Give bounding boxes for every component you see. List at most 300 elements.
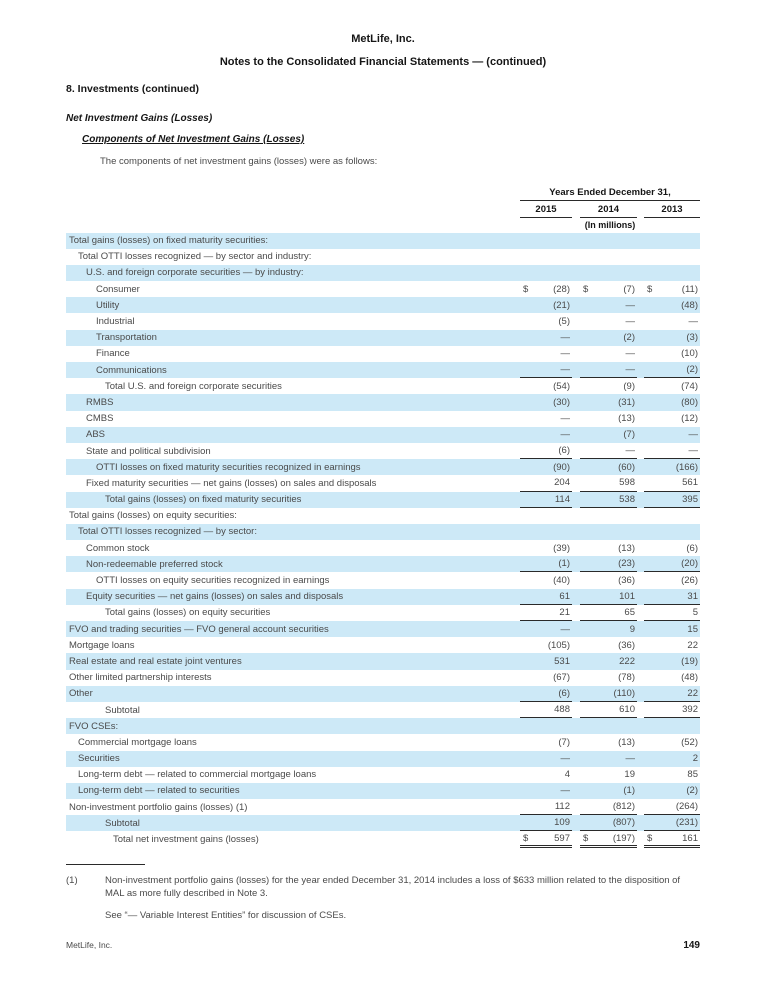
- value-cell: [644, 815, 700, 831]
- cell-value: —: [625, 753, 635, 765]
- cell-value: —: [560, 753, 570, 765]
- table-row: [66, 346, 700, 362]
- cell-value: 101: [619, 590, 635, 602]
- value-cell: [644, 767, 700, 783]
- cell-value: 109: [554, 817, 570, 829]
- cell-value: 19: [624, 769, 635, 781]
- value-cell: [644, 621, 700, 637]
- value-cell: [520, 815, 572, 831]
- table-row: [66, 313, 700, 329]
- cell-value: (7): [623, 283, 635, 295]
- value-cell: [580, 249, 637, 265]
- table-row: [66, 233, 700, 249]
- value-cell: [520, 492, 572, 508]
- currency-symbol: $: [583, 832, 589, 844]
- page-footer: [66, 940, 700, 951]
- value-cell: [644, 799, 700, 815]
- value-cell: [644, 718, 700, 734]
- value-cell: [580, 605, 637, 621]
- row-label: Subtotal: [105, 704, 140, 716]
- table-row: [66, 394, 700, 410]
- table-row: [66, 524, 700, 540]
- year-column-header: 2015: [520, 201, 572, 218]
- cell-value: —: [625, 364, 635, 376]
- cell-value: —: [560, 623, 570, 635]
- section-heading: 8. Investments (continued): [66, 83, 200, 95]
- value-cell: [580, 362, 637, 378]
- cell-value: (105): [547, 639, 570, 651]
- table-row: [66, 297, 700, 313]
- cell-value: (7): [623, 429, 635, 441]
- cell-value: (20): [681, 558, 698, 570]
- value-cell: [644, 686, 700, 702]
- cell-value: (39): [553, 542, 570, 554]
- value-cell: [644, 249, 700, 265]
- value-cell: [520, 540, 572, 556]
- value-cell: [520, 556, 572, 572]
- cell-value: 21: [559, 606, 570, 618]
- cell-value: —: [560, 413, 570, 425]
- value-cell: [520, 297, 572, 313]
- value-cell: [580, 621, 637, 637]
- cell-value: (19): [681, 655, 698, 667]
- table-row: [66, 702, 700, 718]
- footnote-text: Non-investment portfolio gains (losses) for the year ended December 31, 2014 includes a loss of $633 million related to the disposition of MAL as more fully described in Note 3.: [105, 874, 681, 899]
- cell-value: —: [560, 429, 570, 441]
- currency-symbol: $: [647, 832, 653, 844]
- row-label: Commercial mortgage loans: [78, 736, 197, 748]
- table-row: [66, 686, 700, 702]
- value-cell: [580, 297, 637, 313]
- value-cell: [520, 589, 572, 605]
- row-label: ABS: [86, 429, 106, 441]
- table-row: [66, 556, 700, 572]
- table-row: [66, 330, 700, 346]
- cell-value: (2): [686, 785, 698, 797]
- footnote-rule: [66, 864, 145, 865]
- cell-value: 222: [619, 655, 635, 667]
- row-label: Industrial: [96, 316, 135, 328]
- value-cell: [580, 783, 637, 799]
- table-row: [66, 443, 700, 459]
- table-row: [66, 459, 700, 475]
- cell-value: —: [688, 445, 698, 457]
- cell-value: (1): [558, 558, 570, 570]
- cell-value: 610: [619, 704, 635, 716]
- value-cell: [644, 394, 700, 410]
- period-header: Years Ended December 31,: [520, 187, 700, 201]
- value-cell: [580, 686, 637, 702]
- cell-value: 598: [619, 477, 635, 489]
- value-cell: [520, 459, 572, 475]
- value-cell: [520, 767, 572, 783]
- value-cell: [644, 637, 700, 653]
- value-cell: [580, 313, 637, 329]
- value-cell: [520, 831, 572, 847]
- value-cell: [644, 831, 700, 847]
- table-row: [66, 281, 700, 297]
- cell-value: (48): [681, 299, 698, 311]
- value-cell: [520, 330, 572, 346]
- value-cell: [580, 815, 637, 831]
- cell-value: (6): [558, 445, 570, 457]
- cell-value: —: [560, 348, 570, 360]
- value-cell: [520, 281, 572, 297]
- value-cell: [520, 783, 572, 799]
- cell-value: (807): [612, 817, 635, 829]
- cell-value: 15: [687, 623, 698, 635]
- value-cell: [520, 313, 572, 329]
- row-label: State and political subdivision: [86, 445, 211, 457]
- unit-note: (In millions): [584, 219, 636, 230]
- value-cell: [520, 605, 572, 621]
- row-label: Total U.S. and foreign corporate securities: [105, 380, 282, 392]
- table-row: [66, 589, 700, 605]
- row-label: Total gains (losses) on equity securities: [105, 607, 271, 619]
- cell-value: —: [625, 348, 635, 360]
- table-header-columns: [520, 187, 700, 233]
- value-cell: [580, 330, 637, 346]
- value-cell: [520, 362, 572, 378]
- cell-value: 392: [682, 704, 698, 716]
- value-cell: [580, 427, 637, 443]
- cell-value: 61: [559, 590, 570, 602]
- value-cell: [644, 475, 700, 491]
- value-cell: [644, 670, 700, 686]
- cell-value: (5): [558, 316, 570, 328]
- year-column-header: 2014: [580, 201, 637, 218]
- table-row: [66, 621, 700, 637]
- row-label: Other: [69, 688, 93, 700]
- cell-value: 395: [682, 493, 698, 505]
- cell-value: 114: [554, 493, 570, 505]
- value-cell: [520, 751, 572, 767]
- cell-value: 31: [687, 590, 698, 602]
- value-cell: [520, 686, 572, 702]
- value-cell: [520, 443, 572, 459]
- footnote-1: [66, 874, 700, 900]
- table-row: [66, 637, 700, 653]
- cell-value: (264): [675, 801, 698, 813]
- value-cell: [580, 767, 637, 783]
- cell-value: (7): [558, 736, 570, 748]
- cell-value: (60): [618, 461, 635, 473]
- value-cell: [580, 475, 637, 491]
- cell-value: (23): [618, 558, 635, 570]
- row-label: Consumer: [96, 283, 140, 295]
- cell-value: (40): [553, 575, 570, 587]
- cell-value: (11): [681, 283, 698, 295]
- table-row: [66, 475, 700, 491]
- cell-value: 488: [554, 704, 570, 716]
- value-cell: [520, 653, 572, 669]
- cell-value: (78): [618, 672, 635, 684]
- cell-value: (3): [686, 332, 698, 344]
- row-label: CMBS: [86, 413, 114, 425]
- cell-value: 204: [554, 477, 570, 489]
- table-row: [66, 508, 700, 524]
- value-cell: [520, 524, 572, 540]
- value-cell: [580, 556, 637, 572]
- value-cell: [520, 718, 572, 734]
- row-label: Total gains (losses) on fixed maturity securities:: [69, 235, 269, 247]
- value-cell: [580, 524, 637, 540]
- row-label: Transportation: [96, 332, 157, 344]
- cell-value: (6): [558, 687, 570, 699]
- value-cell: [644, 702, 700, 718]
- value-cell: [580, 346, 637, 362]
- table-header: [66, 187, 700, 233]
- value-cell: [580, 508, 637, 524]
- value-cell: [644, 411, 700, 427]
- cell-value: —: [625, 299, 635, 311]
- page-content: [0, 33, 768, 922]
- value-cell: [644, 524, 700, 540]
- value-cell: [580, 411, 637, 427]
- table-row: [66, 540, 700, 556]
- value-cell: [580, 459, 637, 475]
- value-cell: [520, 411, 572, 427]
- value-cell: [644, 265, 700, 281]
- row-label: OTTI losses on fixed maturity securities recognized in earnings: [96, 461, 361, 473]
- currency-symbol: $: [523, 283, 529, 295]
- cell-value: 85: [687, 769, 698, 781]
- cell-value: (48): [681, 672, 698, 684]
- cell-value: (31): [618, 396, 635, 408]
- table-row: [66, 815, 700, 831]
- cell-value: (166): [675, 461, 698, 473]
- value-cell: [520, 637, 572, 653]
- cell-value: (74): [681, 380, 698, 392]
- year-column-header: 2013: [644, 201, 700, 218]
- row-label: Other limited partnership interests: [69, 672, 212, 684]
- table-row: [66, 411, 700, 427]
- footnote-see-reference: See “— Variable Interest Entities” for discussion of CSEs.: [105, 909, 347, 921]
- cell-value: 2: [692, 753, 698, 765]
- cell-value: —: [688, 316, 698, 328]
- value-cell: [520, 572, 572, 588]
- cell-value: (36): [618, 575, 635, 587]
- footnote-2: [66, 909, 700, 922]
- table-row: [66, 767, 700, 783]
- row-label: Fixed maturity securities — net gains (losses) on sales and disposals: [86, 477, 377, 489]
- row-label: U.S. and foreign corporate securities — by industry:: [86, 267, 304, 279]
- cell-value: —: [560, 332, 570, 344]
- cell-value: (110): [613, 687, 635, 699]
- value-cell: [580, 281, 637, 297]
- cell-value: (21): [553, 299, 570, 311]
- cell-value: (197): [612, 832, 635, 844]
- row-label: Equity securities — net gains (losses) on sales and disposals: [86, 591, 344, 603]
- cell-value: (67): [553, 672, 570, 684]
- cell-value: (2): [686, 364, 698, 376]
- value-cell: [644, 734, 700, 750]
- value-cell: [644, 233, 700, 249]
- cell-value: (30): [553, 396, 570, 408]
- value-cell: [580, 718, 637, 734]
- value-cell: [644, 751, 700, 767]
- net-investment-gains-table: [66, 187, 700, 848]
- cell-value: 161: [682, 832, 698, 844]
- table-row: [66, 751, 700, 767]
- component-heading: Components of Net Investment Gains (Losses): [82, 134, 305, 145]
- value-cell: [520, 394, 572, 410]
- value-cell: [580, 637, 637, 653]
- currency-symbol: $: [523, 832, 529, 844]
- value-cell: [520, 734, 572, 750]
- table-row: [66, 670, 700, 686]
- table-row: [66, 799, 700, 815]
- cell-value: (26): [681, 575, 698, 587]
- cell-value: (13): [618, 413, 635, 425]
- value-cell: [644, 362, 700, 378]
- table-row: [66, 427, 700, 443]
- row-label: Common stock: [86, 542, 150, 554]
- cell-value: (52): [681, 736, 698, 748]
- row-label: Non-redeemable preferred stock: [86, 558, 223, 570]
- value-cell: [644, 653, 700, 669]
- cell-value: (10): [681, 348, 698, 360]
- cell-value: 9: [629, 623, 635, 635]
- cell-value: (231): [675, 817, 698, 829]
- row-label: Long-term debt — related to commercial mortgage loans: [78, 769, 317, 781]
- value-cell: [520, 508, 572, 524]
- value-cell: [644, 459, 700, 475]
- cell-value: —: [625, 445, 635, 457]
- cell-value: 538: [619, 493, 635, 505]
- table-row: [66, 734, 700, 750]
- table-header-spacer: [66, 187, 520, 233]
- value-cell: [520, 233, 572, 249]
- cell-value: (36): [618, 639, 635, 651]
- value-cell: [644, 297, 700, 313]
- cell-value: (80): [681, 396, 698, 408]
- value-cell: [520, 621, 572, 637]
- cell-value: 5: [692, 606, 698, 618]
- value-cell: [580, 670, 637, 686]
- document-title: Notes to the Consolidated Financial Statements — (continued): [219, 56, 547, 68]
- row-label: Total gains (losses) on equity securities:: [69, 510, 237, 522]
- subsection-heading: Net Investment Gains (Losses): [66, 113, 213, 124]
- row-label: Finance: [96, 348, 130, 360]
- value-cell: [644, 605, 700, 621]
- cell-value: (12): [681, 413, 698, 425]
- value-cell: [580, 378, 637, 394]
- value-cell: [580, 799, 637, 815]
- value-cell: [580, 653, 637, 669]
- value-cell: [580, 443, 637, 459]
- cell-value: (1): [623, 785, 635, 797]
- value-cell: [644, 572, 700, 588]
- value-cell: [580, 734, 637, 750]
- page-number: 149: [683, 940, 700, 951]
- value-cell: [644, 508, 700, 524]
- value-cell: [580, 233, 637, 249]
- row-label: Subtotal: [105, 817, 140, 829]
- row-label: OTTI losses on equity securities recognized in earnings: [96, 575, 330, 587]
- table-row: [66, 265, 700, 281]
- value-cell: [520, 265, 572, 281]
- table-row: [66, 249, 700, 265]
- value-cell: [580, 751, 637, 767]
- table-row: [66, 605, 700, 621]
- cell-value: (9): [623, 380, 635, 392]
- table-row: [66, 492, 700, 508]
- currency-symbol: $: [583, 283, 589, 295]
- cell-value: —: [560, 364, 570, 376]
- cell-value: (13): [618, 542, 635, 554]
- table-row: [66, 783, 700, 799]
- value-cell: [580, 540, 637, 556]
- row-label: Mortgage loans: [69, 639, 135, 651]
- cell-value: (28): [553, 283, 570, 295]
- cell-value: (13): [618, 736, 635, 748]
- cell-value: (54): [553, 380, 570, 392]
- value-cell: [644, 443, 700, 459]
- value-cell: [644, 378, 700, 394]
- intro-text: The components of net investment gains (losses) were as follows:: [100, 156, 378, 167]
- value-cell: [520, 799, 572, 815]
- table-row: [66, 718, 700, 734]
- value-cell: [644, 330, 700, 346]
- value-cell: [644, 540, 700, 556]
- row-label: FVO and trading securities — FVO general account securities: [69, 623, 329, 635]
- value-cell: [520, 702, 572, 718]
- cell-value: (90): [553, 461, 570, 473]
- cell-value: (2): [623, 332, 635, 344]
- value-cell: [644, 556, 700, 572]
- cell-value: 65: [624, 606, 635, 618]
- footnote-marker: (1): [66, 874, 78, 886]
- cell-value: (6): [686, 542, 698, 554]
- cell-value: (812): [612, 801, 635, 813]
- table-row: [66, 831, 700, 847]
- footer-company: MetLife, Inc.: [66, 940, 113, 950]
- currency-symbol: $: [647, 283, 653, 295]
- cell-value: —: [688, 429, 698, 441]
- cell-value: 531: [554, 655, 570, 667]
- value-cell: [580, 265, 637, 281]
- row-label: FVO CSEs:: [69, 720, 119, 732]
- cell-value: —: [560, 785, 570, 797]
- row-label: Communications: [96, 364, 167, 376]
- table-row: [66, 362, 700, 378]
- cell-value: 112: [554, 801, 570, 813]
- row-label: Total gains (losses) on fixed maturity securities: [105, 494, 302, 506]
- value-cell: [644, 427, 700, 443]
- value-cell: [580, 572, 637, 588]
- table-row: [66, 653, 700, 669]
- value-cell: [520, 670, 572, 686]
- row-label: Total OTTI losses recognized — by sector and industry:: [78, 251, 312, 263]
- row-label: RMBS: [86, 396, 114, 408]
- value-cell: [644, 492, 700, 508]
- cell-value: 22: [687, 639, 698, 651]
- cell-value: —: [625, 316, 635, 328]
- row-label: Utility: [96, 299, 120, 311]
- value-cell: [580, 831, 637, 847]
- value-cell: [644, 346, 700, 362]
- value-cell: [580, 702, 637, 718]
- table-row: [66, 378, 700, 394]
- value-cell: [580, 589, 637, 605]
- value-cell: [644, 313, 700, 329]
- cell-value: 597: [554, 832, 570, 844]
- value-cell: [644, 783, 700, 799]
- cell-value: 22: [687, 687, 698, 699]
- row-label: Non-investment portfolio gains (losses) (1): [69, 801, 248, 813]
- value-cell: [580, 492, 637, 508]
